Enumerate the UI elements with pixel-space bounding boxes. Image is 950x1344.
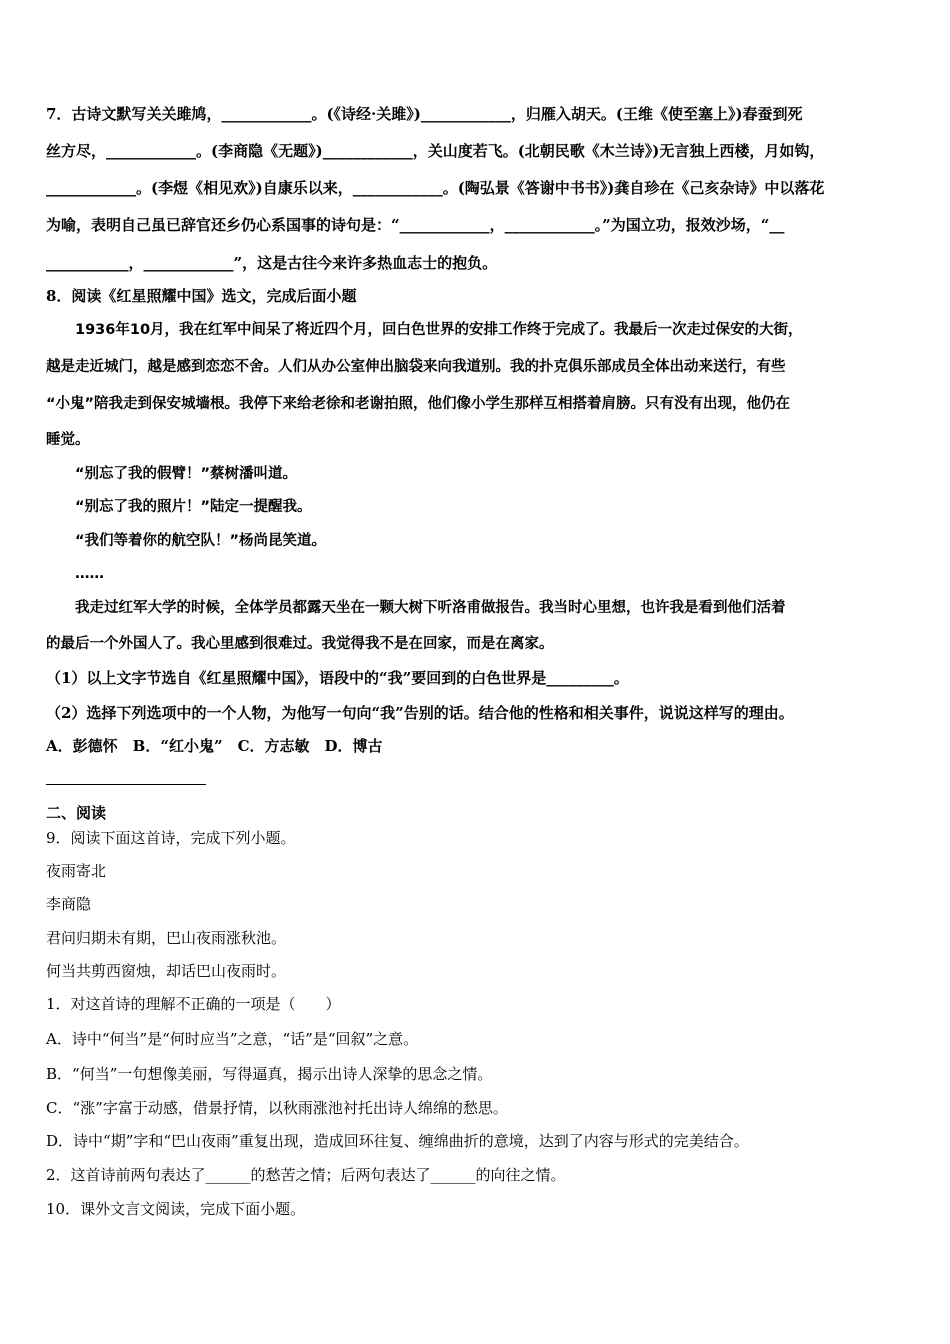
q7-line-2: 丝方尽，____________。(李商隐《无题》)____________，关山度若飞。(北朝民歌《木兰诗》)无言独上西楼，月如钩， <box>46 142 825 160</box>
q8-options: A．彭德怀 B．“红小鬼” C．方志敏 D．博古 <box>46 737 383 755</box>
poem-author: 李商隐 <box>46 895 92 913</box>
poem-line-2: 何当共剪西窗烛，却话巴山夜雨时。 <box>46 962 287 980</box>
q8-passage-line: “我们等着你的航空队！”杨尚昆笑道。 <box>46 533 327 549</box>
q7-line-1: 7．古诗文默写关关雎鸠，____________。(《诗经·关雎》)____________，归雁入胡天。(王维《使至塞上》)春蚕到死 <box>46 105 803 123</box>
q8-passage-line: 的最后一个外国人了。我心里感到很难过。我觉得我不是在回家，而是在离家。 <box>46 636 554 652</box>
q8-passage-line: 越是走近城门，越是感到恋恋不舍。人们从办公室伸出脑袋来向我道别。我的扑克俱乐部成员全体出动来送行，有些 <box>46 359 786 375</box>
q8-passage-line: 1936年10月，我在红军中间呆了将近四个月，回白色世界的安排工作终于完成了。我最后一次走过保安的大街， <box>46 322 803 338</box>
q8-passage-line: “别忘了我的假臂！”蔡树潘叫道。 <box>46 466 298 482</box>
poem-line-1: 君问归期未有期，巴山夜雨涨秋池。 <box>46 929 287 947</box>
answer-line <box>46 784 206 785</box>
option-d: D．诗中“期”字和“巴山夜雨”重复出现，造成回环往复、缠绵曲折的意境，达到了内容与形式的完美结合。 <box>46 1132 749 1150</box>
q8-subquestion-1: （1）以上文字节选自《红星照耀中国》，语段中的“我”要回到的白色世界是_________。 <box>46 669 629 687</box>
option-b: B．“何当”一句想像美丽，写得逼真，揭示出诗人深挚的思念之情。 <box>46 1065 493 1083</box>
q8-passage-line: “小鬼”陪我走到保安城墙根。我停下来给老徐和老谢拍照，他们像小学生那样互相搭着肩膀。只有没有出现，他仍在 <box>46 396 791 412</box>
q8-subquestion-2: （2）选择下列选项中的一个人物，为他写一句向“我”告别的话。结合他的性格和相关事件，说说这样写的理由。 <box>46 704 794 722</box>
q7-line-4: 为喻，表明自己虽已辞官还乡仍心系国事的诗句是：“____________，____________。”为国立功，报效沙场，“__ <box>46 216 785 234</box>
q8-title: 8．阅读《红星照耀中国》选文，完成后面小题 <box>46 287 357 305</box>
q8-passage-line: 我走过红军大学的时候，全体学员都露天坐在一颗大树下听洛甫做报告。我当时心里想，也许我是看到他们活着 <box>46 600 786 616</box>
option-a: A．诗中“何当”是“何时应当”之意，“话”是“回叙”之意。 <box>46 1030 419 1048</box>
q9-title: 9．阅读下面这首诗，完成下列小题。 <box>46 829 296 847</box>
poem-title: 夜雨寄北 <box>46 862 107 880</box>
section-title: 二、阅读 <box>46 804 107 822</box>
q8-passage-line: …… <box>46 566 104 582</box>
q8-passage-line: “别忘了我的照片！”陆定一提醒我。 <box>46 499 312 515</box>
q10-title: 10．课外文言文阅读，完成下面小题。 <box>46 1200 306 1218</box>
q7-line-5: ___________，____________”，这是古往今来许多热血志士的抱负。 <box>46 254 498 272</box>
q9-subquestion-2: 2．这首诗前两句表达了______的愁苦之情；后两句表达了______的向往之情。 <box>46 1166 566 1184</box>
q8-passage-line: 睡觉。 <box>46 432 90 448</box>
q7-line-3: ____________。(李煜《相见欢》)自康乐以来，____________。(陶弘景《答谢中书书》)龚自珍在《己亥杂诗》中以落花 <box>46 179 825 197</box>
option-c: C．“涨”字富于动感，借景抒情，以秋雨涨池衬托出诗人绵绵的愁思。 <box>46 1099 508 1117</box>
q9-subquestion-1: 1．对这首诗的理解不正确的一项是（ ） <box>46 995 341 1013</box>
